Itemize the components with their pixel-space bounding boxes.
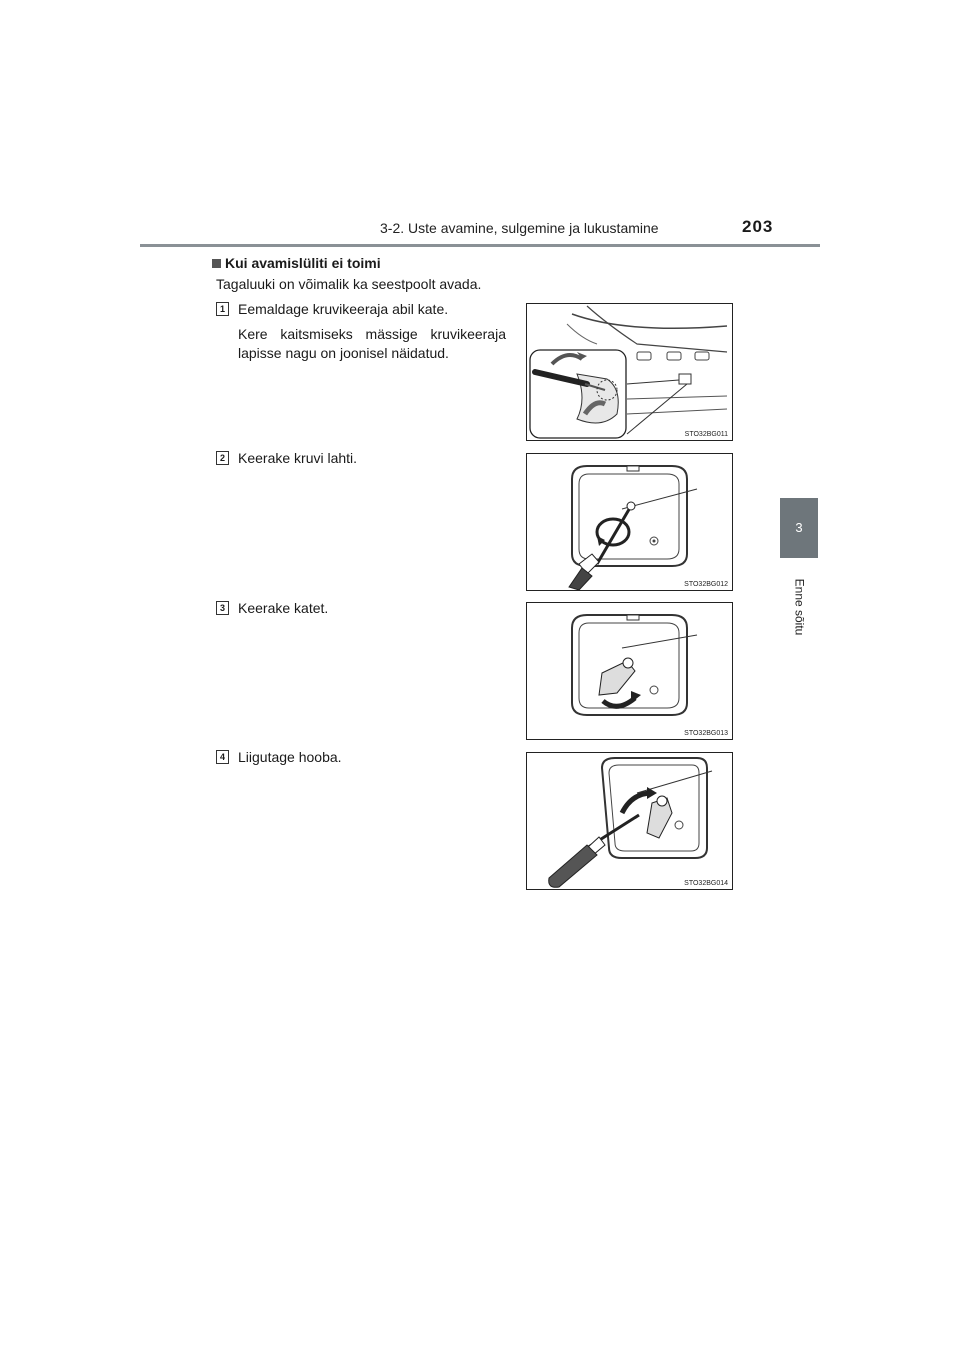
- step-number-badge: 1: [216, 302, 229, 316]
- chapter-title-text: Enne sõitu: [792, 578, 806, 636]
- step-illustration: [526, 303, 733, 441]
- screw-loosening-illustration: [527, 454, 732, 590]
- step-instruction: Keerake katet.: [238, 600, 329, 616]
- running-header-section: 3-2. Uste avamine, sulgemine ja lukustamine: [380, 220, 659, 236]
- step-illustration: [526, 752, 733, 890]
- section-heading-text: Kui avamislüliti ei toimi: [225, 255, 381, 271]
- lever-moving-illustration: [527, 753, 732, 889]
- step-number-badge: 2: [216, 451, 229, 465]
- cover-turning-illustration: [527, 603, 732, 739]
- page-number: 203: [742, 217, 774, 236]
- intro-paragraph: Tagaluuki on võimalik ka seestpoolt avada.: [216, 276, 482, 292]
- step-number-badge: 4: [216, 750, 229, 764]
- square-bullet-icon: [212, 259, 221, 268]
- step-illustration: [526, 453, 733, 591]
- chapter-tab-title: [780, 562, 818, 652]
- step-instruction: Liigutage hooba.: [238, 749, 342, 765]
- header-rule: [140, 244, 820, 247]
- figure-code: STO32BG011: [684, 431, 728, 438]
- figure-code: STO32BG014: [684, 880, 728, 887]
- section-heading: [212, 255, 381, 271]
- step-illustration: [526, 602, 733, 740]
- figure-code: STO32BG013: [684, 730, 728, 737]
- step-instruction: Keerake kruvi lahti.: [238, 450, 358, 466]
- step-note: Kere kaitsmiseks mässige kruvikeeraja lapisse nagu on joonisel näidatud.: [238, 326, 506, 361]
- step-number-badge: 3: [216, 601, 229, 615]
- figure-code: STO32BG012: [684, 581, 728, 588]
- chapter-tab-number: 3: [780, 498, 818, 558]
- step-instruction: Eemaldage kruvikeeraja abil kate.: [238, 301, 449, 317]
- tailgate-cover-removal-illustration: [527, 304, 732, 440]
